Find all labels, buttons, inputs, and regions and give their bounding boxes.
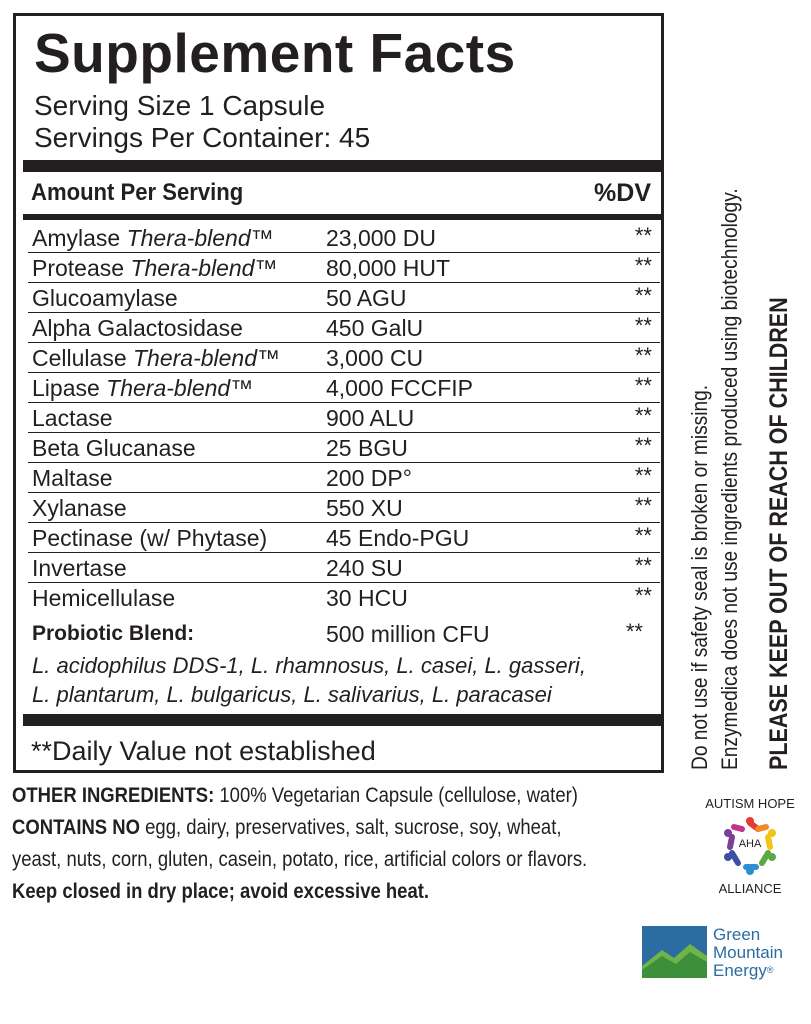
nutrient-dv: ** — [634, 223, 652, 248]
panel-title: Supplement Facts — [34, 22, 516, 84]
nutrient-dv: ** — [634, 283, 652, 308]
nutrient-name: Glucoamylase — [32, 285, 178, 311]
nutrient-dv: ** — [634, 493, 652, 518]
nutrient-name: Xylanase — [32, 495, 127, 521]
contains-no-continued: yeast, nuts, corn, gluten, casein, potato, rice, artificial colors or flavors. — [12, 848, 588, 871]
gme-line-2: Mountain — [713, 943, 783, 962]
nutrient-dv: ** — [634, 373, 652, 398]
nutrient-row — [28, 523, 660, 553]
nutrient-row — [28, 283, 660, 313]
nutrient-name: Lactase — [32, 405, 113, 431]
nutrient-row — [28, 553, 660, 583]
nutrient-dv: ** — [634, 313, 652, 338]
autism-hope-alliance-logo — [700, 796, 800, 900]
nutrient-name: Amylase Thera-blend™ — [32, 225, 274, 251]
probiotic-dv: ** — [625, 619, 643, 644]
nutrient-row — [28, 403, 660, 433]
aha-center-text: AHA — [738, 838, 762, 850]
other-ingredients-label: OTHER INGREDIENTS: — [12, 784, 215, 807]
nutrient-name: Beta Glucanase — [32, 435, 196, 461]
nutrient-dv: ** — [634, 343, 652, 368]
other-ingredients-text: 100% Vegetarian Capsule (cellulose, water) — [214, 784, 578, 807]
supplement-facts-panel — [13, 13, 664, 773]
storage-instructions: Keep closed in dry place; avoid excessive heat. — [12, 880, 430, 903]
nutrient-amount: 3,000 CU — [326, 345, 424, 371]
nutrient-row — [28, 493, 660, 523]
thera-blend-label: Thera-blend™ — [126, 225, 274, 251]
biotechnology-statement: Enzymedica does not use ingredients produced using biotechnology. — [717, 188, 742, 770]
gme-line-1: Green — [713, 925, 761, 944]
nutrient-row — [28, 583, 660, 613]
thick-divider-bottom — [23, 714, 664, 726]
nutrient-name: Maltase — [32, 465, 113, 491]
aha-top-text: AUTISM HOPE — [705, 796, 795, 811]
nutrient-amount: 30 HCU — [326, 585, 408, 611]
nutrient-name: Invertase — [32, 555, 127, 581]
nutrient-rows — [28, 223, 660, 613]
nutrient-amount: 50 AGU — [326, 285, 407, 311]
nutrient-name: Hemicellulase — [32, 585, 176, 611]
probiotic-amount: 500 million CFU — [326, 621, 490, 647]
contains-no-label: CONTAINS NO — [12, 816, 140, 839]
nutrient-dv: ** — [634, 433, 652, 458]
nutrient-amount: 4,000 FCCFIP — [326, 375, 473, 401]
nutrient-dv: ** — [634, 403, 652, 428]
nutrient-amount: 80,000 HUT — [326, 255, 451, 281]
probiotic-strains-line2: L. plantarum, L. bulgaricus, L. salivarius, L. paracasei — [32, 682, 552, 707]
nutrient-amount: 25 BGU — [326, 435, 408, 461]
nutrient-amount: 450 GalU — [326, 315, 424, 341]
nutrient-name: Protease Thera-blend™ — [32, 255, 278, 281]
thera-blend-label: Thera-blend™ — [133, 345, 281, 371]
nutrient-dv: ** — [634, 253, 652, 278]
registered-mark: ® — [766, 965, 774, 975]
nutrient-row — [28, 253, 660, 283]
mountain-icon — [642, 926, 707, 978]
nutrient-name: Cellulase Thera-blend™ — [32, 345, 281, 371]
nutrient-name: Pectinase (w/ Phytase) — [32, 525, 268, 551]
nutrient-amount: 23,000 DU — [326, 225, 436, 251]
green-mountain-energy-logo — [642, 926, 807, 982]
nutrient-dv: ** — [634, 583, 652, 608]
medium-divider — [23, 214, 664, 220]
nutrient-dv: ** — [634, 553, 652, 578]
nutrient-row — [28, 223, 660, 253]
servings-per-container: Servings Per Container: 45 — [34, 122, 371, 153]
nutrient-amount: 200 DP° — [326, 465, 412, 491]
probiotic-strains-line1: L. acidophilus DDS-1, L. rhamnosus, L. casei, L. gasseri, — [32, 653, 586, 678]
nutrient-amount: 550 XU — [326, 495, 403, 521]
nutrient-amount: 45 Endo-PGU — [326, 525, 470, 551]
nutrient-row — [28, 433, 660, 463]
gme-line-3: Energy® — [713, 961, 774, 980]
contains-no — [12, 817, 636, 838]
nutrient-name: Alpha Galactosidase — [32, 315, 243, 341]
thera-blend-label: Thera-blend™ — [106, 375, 254, 401]
dv-header: %DV — [594, 179, 651, 207]
thick-divider — [23, 160, 664, 172]
other-ingredients — [12, 785, 655, 806]
nutrient-amount: 240 SU — [326, 555, 403, 581]
nutrient-row — [28, 343, 660, 373]
aha-bottom-text: ALLIANCE — [718, 881, 782, 896]
safety-seal-statement: Do not use if safety seal is broken or missing. — [687, 384, 712, 770]
nutrient-name: Lipase Thera-blend™ — [32, 375, 254, 401]
nutrient-row — [28, 313, 660, 343]
serving-size: Serving Size 1 Capsule — [34, 90, 326, 121]
nutrient-row — [28, 463, 660, 493]
nutrient-dv: ** — [634, 463, 652, 488]
nutrient-dv: ** — [634, 523, 652, 548]
thera-blend-label: Thera-blend™ — [130, 255, 278, 281]
nutrient-amount: 900 ALU — [326, 405, 415, 431]
amount-per-serving-header: Amount Per Serving — [31, 179, 244, 206]
contains-no-text: egg, dairy, preservatives, salt, sucrose, soy, wheat, — [139, 816, 562, 839]
daily-value-footnote: **Daily Value not established — [31, 736, 376, 766]
probiotic-label: Probiotic Blend: — [32, 622, 195, 645]
keep-out-of-reach-warning: PLEASE KEEP OUT OF REACH OF CHILDREN — [765, 297, 793, 770]
nutrient-row — [28, 373, 660, 403]
